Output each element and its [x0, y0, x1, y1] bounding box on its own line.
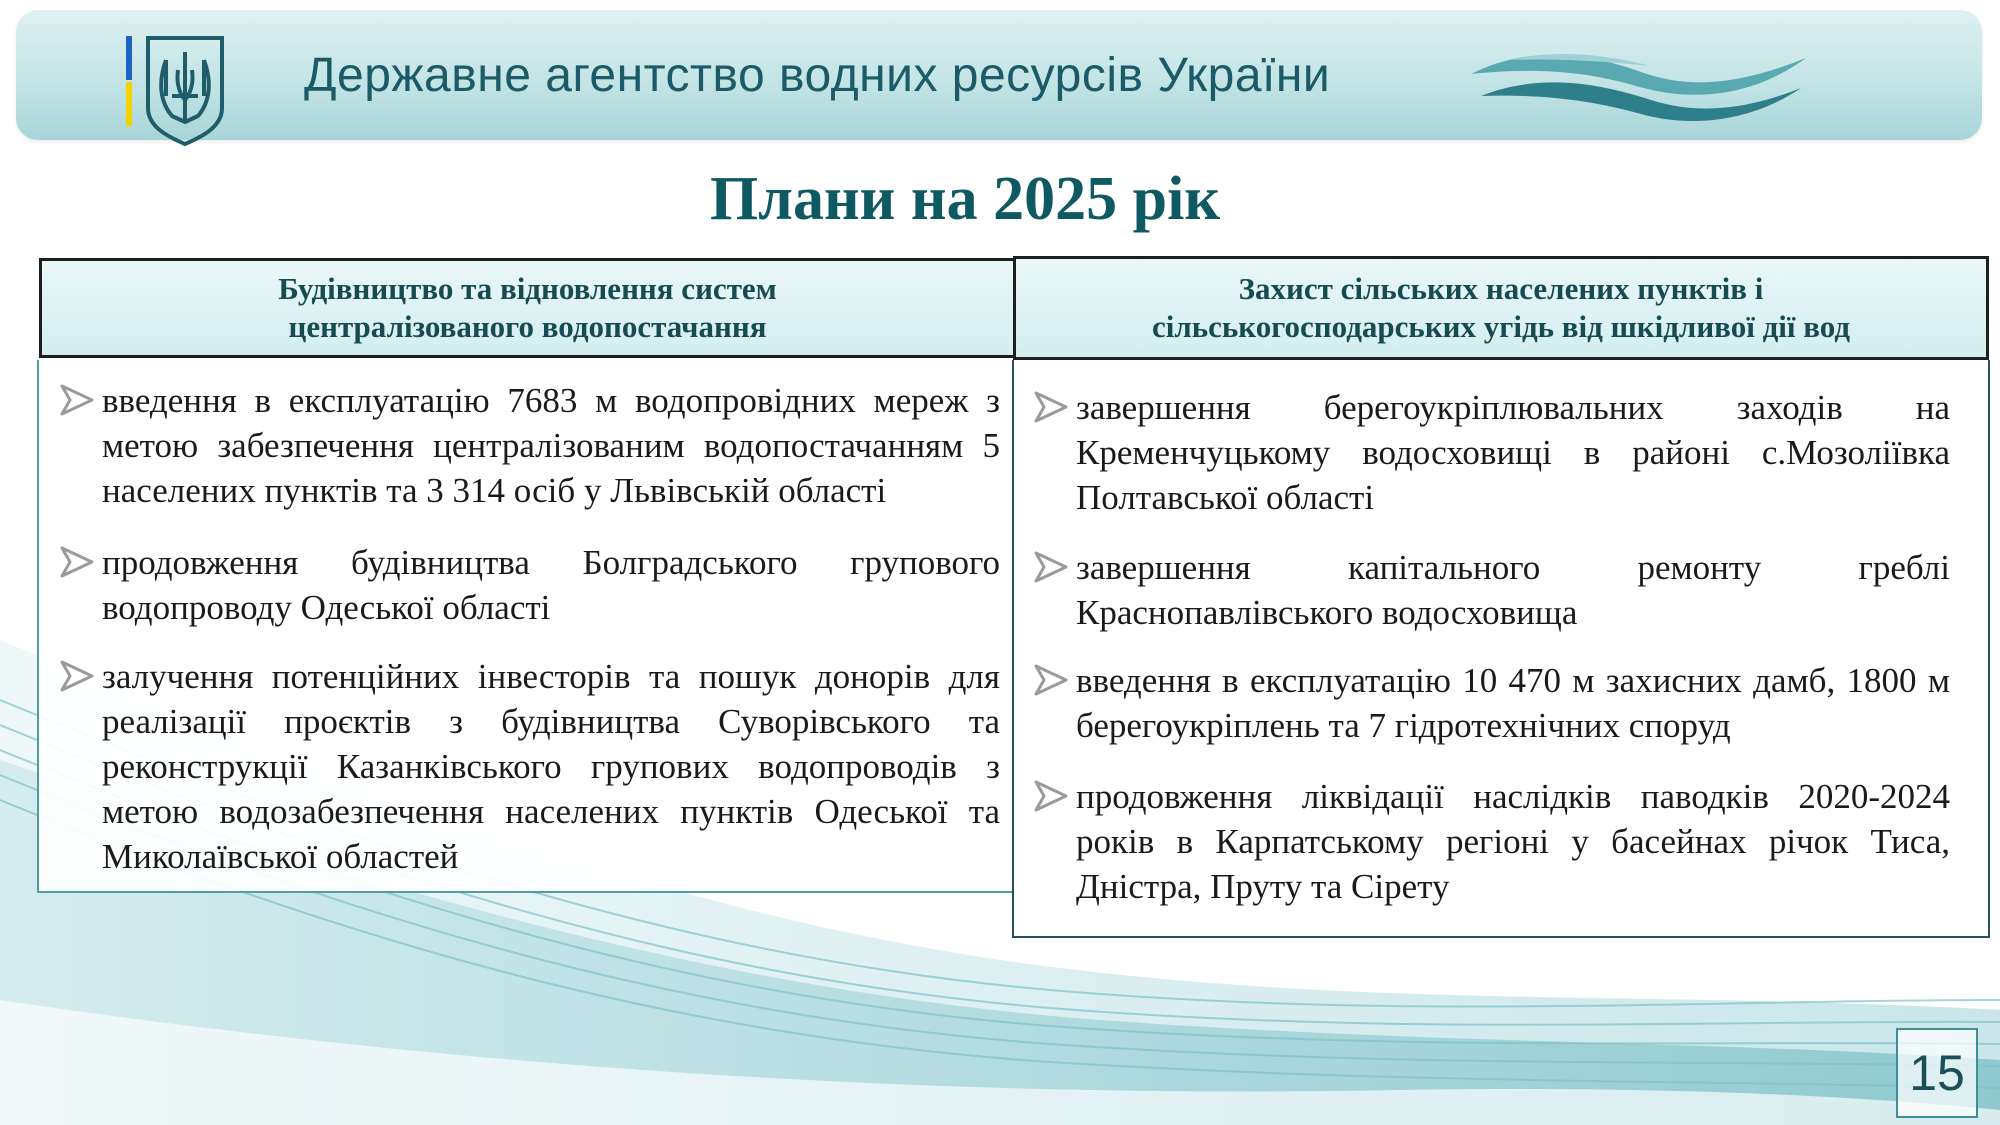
arrow-bullet-icon [58, 656, 102, 696]
list-item [58, 378, 1000, 513]
page-title: Плани на 2025 рік [709, 165, 1221, 233]
list-item-text: завершення капітального ремонту греблі Краснопавлівського водосховища [1076, 548, 1950, 632]
arrow-bullet-icon [58, 380, 102, 420]
list-item [1032, 774, 1950, 909]
list-item-text: продовження будівництва Болградського групового водопроводу Одеської області [102, 543, 1000, 627]
left-column-heading [39, 258, 1016, 358]
list-item-text: продовження ліквідації наслідків паводків 2020-2024 років в Карпатському регіоні у басейнах річок Тиса, Дністра, Пруту та Сірету [1076, 777, 1950, 906]
list-item-text: завершення берегоукріплювальних заходів на Кременчуцькому водосховищі в районі с.Мозоліївка Полтавської області [1076, 388, 1950, 517]
list-item [58, 540, 1000, 630]
water-wave-icon [1471, 44, 1811, 130]
left-heading-text: Будівництво та відновлення систем централізованого водопостачання [278, 271, 777, 344]
list-item [1032, 385, 1950, 520]
arrow-bullet-icon [1032, 387, 1076, 427]
arrow-bullet-icon [1032, 660, 1076, 700]
right-column-heading [1013, 256, 1989, 360]
arrow-bullet-icon [1032, 776, 1076, 816]
list-item [58, 654, 1000, 879]
list-item-text: введення в експлуатацію 10 470 м захисних дамб, 1800 м берегоукріплень та 7 гідротехнічних споруд [1076, 661, 1950, 745]
list-item-text: введення в експлуатацію 7683 м водопровідних мереж з метою забезпечення централізованим водопостачанням 5 населених пунктів та 3 314 осіб у Львівській області [102, 381, 1000, 510]
trident-icon [126, 30, 236, 148]
list-item-text: залучення потенційних інвесторів та пошук донорів для реалізації проєктів з будівництва Суворівського та реконструкції Казанківського групових водопроводів з метою водозабезпечення населених пунктів Одеської та Миколаївської областей [102, 657, 1000, 876]
arrow-bullet-icon [58, 542, 102, 582]
arrow-bullet-icon [1032, 547, 1076, 587]
list-item [1032, 545, 1950, 635]
list-item [1032, 658, 1950, 748]
page-number: 15 [1896, 1028, 1978, 1118]
right-heading-text: Захист сільських населених пунктів і сільськогосподарських угідь від шкідливої дії вод [1151, 271, 1851, 344]
header-banner [16, 10, 1982, 140]
agency-name: Державне агентство водних ресурсів України [304, 49, 1331, 102]
